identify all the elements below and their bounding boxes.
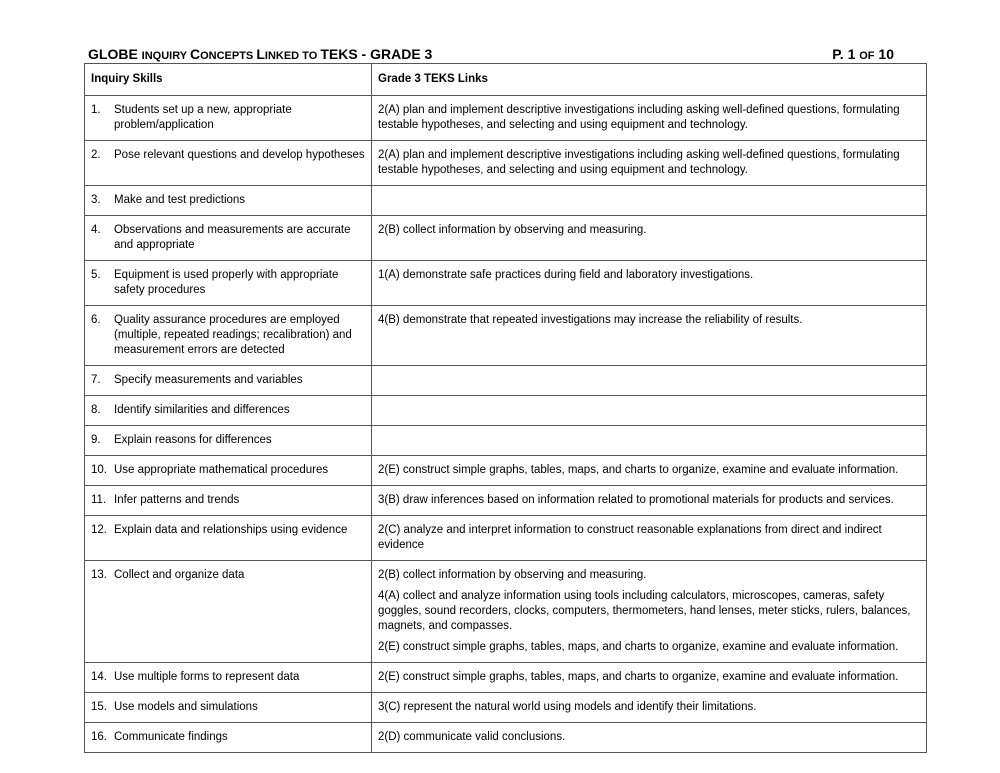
inquiry-skill [91, 103, 365, 133]
teks-link-text: 2(B) collect information by observing and measuring. [378, 569, 647, 581]
teks-link-text: 2(C) analyze and interpret information to construct reasonable explanations from direct and indirect evidence [378, 524, 882, 551]
skill-number: 11. [91, 494, 107, 506]
table-row [85, 516, 927, 561]
table-header-row [85, 64, 927, 96]
teks-links-cell [372, 306, 927, 366]
inquiry-skill [91, 373, 365, 388]
page-header [88, 45, 894, 63]
teks-links-cell [372, 396, 927, 426]
skill-number: 1. [91, 104, 101, 116]
teks-links-cell [372, 186, 927, 216]
document-title: GLOBE INQUIRY CONCEPTS LINKED TO TEKS - GRADE 3 [88, 46, 433, 62]
skill-number: 14. [91, 671, 107, 683]
inquiry-skill-cell [85, 396, 372, 426]
teks-link-text: 2(D) communicate valid conclusions. [378, 731, 566, 743]
skill-text: Use multiple forms to represent data [114, 671, 300, 683]
teks-links-cell [372, 366, 927, 396]
inquiry-skill-cell [85, 261, 372, 306]
inquiry-skill [91, 223, 365, 253]
column-header-teks-links: Grade 3 TEKS Links [372, 64, 927, 96]
teks-links-cell [372, 261, 927, 306]
inquiry-skill [91, 433, 365, 448]
teks-links-cell [372, 96, 927, 141]
skill-number: 2. [91, 149, 101, 161]
teks-link-text: 3(B) draw inferences based on information related to promotional materials for products and services. [378, 494, 894, 506]
table-row [85, 426, 927, 456]
table-row [85, 456, 927, 486]
teks-links-cell [372, 216, 927, 261]
skill-number: 13. [91, 569, 107, 581]
table-row [85, 561, 927, 663]
inquiry-skill [91, 730, 365, 745]
column-header-inquiry-skills: Inquiry Skills [85, 64, 372, 96]
inquiry-skill [91, 463, 365, 478]
inquiry-skill-cell [85, 486, 372, 516]
inquiry-skill [91, 268, 365, 298]
teks-links-cell [372, 141, 927, 186]
teks-link-text: 2(A) plan and implement descriptive investigations including asking well-defined questions, formulating testable hypotheses, and selecting and using equipment and technology. [378, 149, 900, 176]
inquiry-skill-cell [85, 456, 372, 486]
inquiry-skill-cell [85, 216, 372, 261]
table-row [85, 396, 927, 426]
skill-number: 3. [91, 194, 101, 206]
teks-links-cell [372, 486, 927, 516]
skill-number: 9. [91, 434, 101, 446]
teks-links-cell [372, 561, 927, 663]
teks-links-cell [372, 693, 927, 723]
skill-text: Students set up a new, appropriate problem/application [114, 104, 292, 131]
inquiry-skill [91, 568, 365, 583]
inquiry-skill-cell [85, 306, 372, 366]
table-row [85, 96, 927, 141]
teks-link-text: 4(A) collect and analyze information using tools including calculators, microscopes, cameras, safety goggles, sound recorders, clocks, computers, thermometers, hand lenses, meter sticks, rulers, balances, magnets, and compasses. [378, 590, 911, 632]
skill-number: 4. [91, 224, 101, 236]
table-row [85, 186, 927, 216]
teks-links-cell [372, 723, 927, 753]
skill-number: 6. [91, 314, 101, 326]
skill-number: 7. [91, 374, 101, 386]
skill-text: Explain reasons for differences [114, 434, 272, 446]
teks-link-text: 1(A) demonstrate safe practices during field and laboratory investigations. [378, 269, 754, 281]
teks-links-cell [372, 663, 927, 693]
skill-text: Make and test predictions [114, 194, 246, 206]
inquiry-skill [91, 193, 365, 208]
teks-link-text: 2(E) construct simple graphs, tables, maps, and charts to organize, examine and evaluate information. [378, 464, 899, 476]
teks-link-text: 3(C) represent the natural world using models and identify their limitations. [378, 701, 757, 713]
skill-text: Infer patterns and trends [114, 494, 240, 506]
inquiry-skill-cell [85, 516, 372, 561]
inquiry-skill-cell [85, 96, 372, 141]
skill-number: 16. [91, 731, 107, 743]
skill-text: Communicate findings [114, 731, 228, 743]
skill-number: 5. [91, 269, 101, 281]
inquiry-skill-cell [85, 366, 372, 396]
table-row [85, 141, 927, 186]
teks-links-cell [372, 516, 927, 561]
table-row [85, 663, 927, 693]
teks-links-cell [372, 426, 927, 456]
skill-number: 10. [91, 464, 107, 476]
inquiry-skill [91, 700, 365, 715]
table-row [85, 723, 927, 753]
table-row [85, 261, 927, 306]
skill-number: 8. [91, 404, 101, 416]
teks-link-text: 2(E) construct simple graphs, tables, maps, and charts to organize, examine and evaluate information. [378, 671, 899, 683]
teks-link-text: 4(B) demonstrate that repeated investigations may increase the reliability of results. [378, 314, 803, 326]
skill-text: Pose relevant questions and develop hypotheses [114, 149, 365, 161]
skill-text: Specify measurements and variables [114, 374, 303, 386]
table-row [85, 693, 927, 723]
teks-table [84, 63, 927, 753]
inquiry-skill-cell [85, 561, 372, 663]
inquiry-skill [91, 493, 365, 508]
skill-text: Identify similarities and differences [114, 404, 290, 416]
table-row [85, 366, 927, 396]
inquiry-skill-cell [85, 426, 372, 456]
inquiry-skill [91, 313, 365, 358]
skill-number: 15. [91, 701, 107, 713]
inquiry-skill-cell [85, 186, 372, 216]
skill-number: 12. [91, 524, 107, 536]
teks-link-text: 2(A) plan and implement descriptive investigations including asking well-defined questions, formulating testable hypotheses, and selecting and using equipment and technology. [378, 104, 900, 131]
skill-text: Collect and organize data [114, 569, 245, 581]
inquiry-skill [91, 403, 365, 418]
inquiry-skill [91, 148, 365, 163]
inquiry-skill [91, 670, 365, 685]
inquiry-skill-cell [85, 141, 372, 186]
table-row [85, 216, 927, 261]
skill-text: Equipment is used properly with appropriate safety procedures [114, 269, 339, 296]
teks-link-text: 2(E) construct simple graphs, tables, maps, and charts to organize, examine and evaluate information. [378, 641, 899, 653]
skill-text: Use models and simulations [114, 701, 258, 713]
page-number: P. 1 OF 10 [832, 46, 894, 62]
inquiry-skill [91, 523, 365, 538]
inquiry-skill-cell [85, 723, 372, 753]
table-row [85, 486, 927, 516]
teks-link-text: 2(B) collect information by observing and measuring. [378, 224, 647, 236]
skill-text: Observations and measurements are accurate and appropriate [114, 224, 351, 251]
skill-text: Use appropriate mathematical procedures [114, 464, 329, 476]
teks-links-cell [372, 456, 927, 486]
table-row [85, 306, 927, 366]
inquiry-skill-cell [85, 663, 372, 693]
skill-text: Explain data and relationships using evidence [114, 524, 348, 536]
skill-text: Quality assurance procedures are employed (multiple, repeated readings; recalibration) and measurement errors are detected [114, 314, 352, 356]
inquiry-skill-cell [85, 693, 372, 723]
